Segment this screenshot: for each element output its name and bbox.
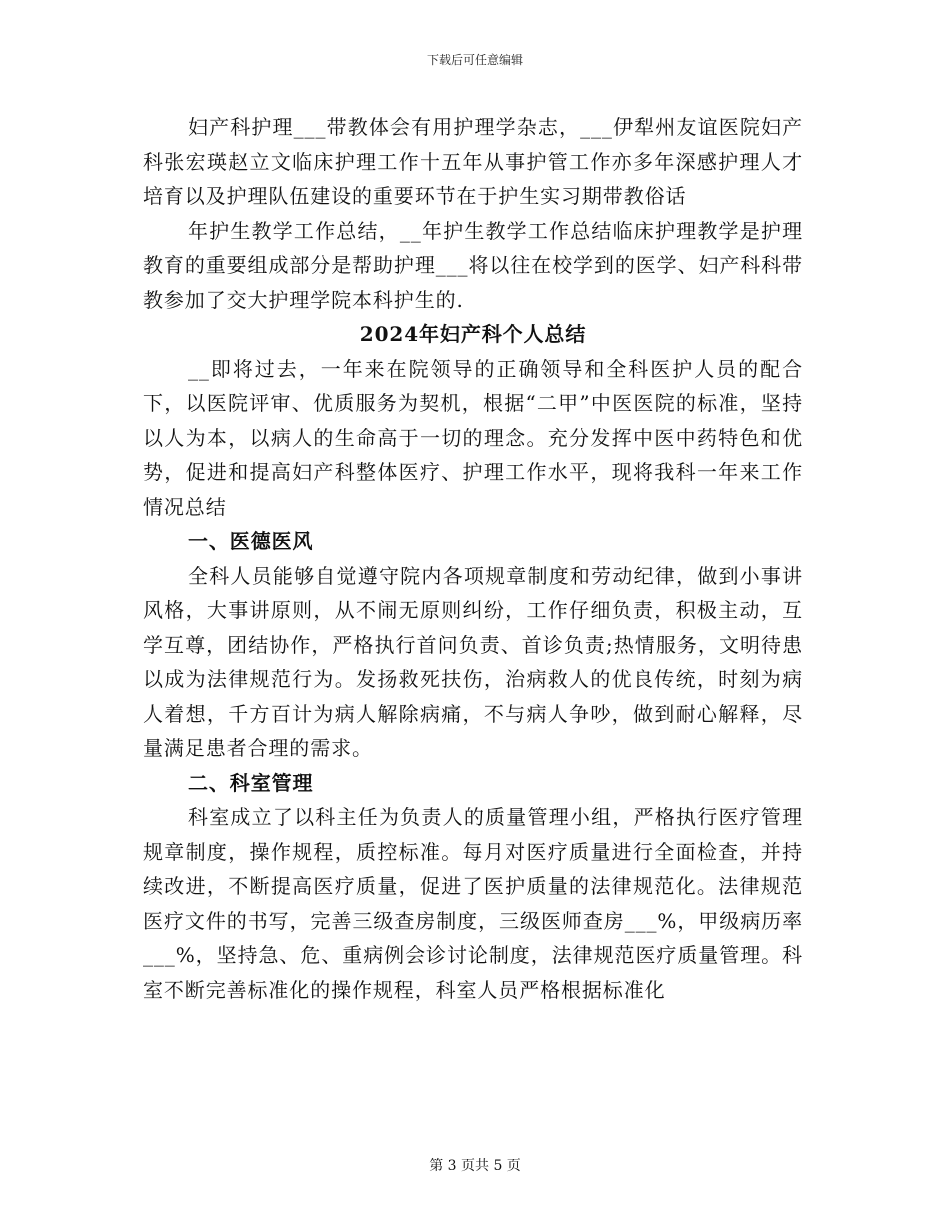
opening-paragraph: __即将过去，一年来在院领导的正确领导和全科医护人员的配合下，以医院评审、优质服务为契机，根据“二甲”中医医院的标准，坚持以人为本，以病人的生命高于一切的理念。充分发挥中医中药特色和优势，促进和提高妇产科整体医疗、护理工作水平，现将我科一年来工作情况总结 [143, 356, 803, 519]
page-footer: 第 3 页共 5 页 [429, 1158, 521, 1174]
section-body-ethics: 全科人员能够自觉遵守院内各项规章制度和劳动纪律，做到小事讲风格，大事讲原则，从不闹无原则纠纷，工作仔细负责，积极主动，互学互尊，团结协作，严格执行首问负责、首诊负责;热情服务，文明待患以成为法律规范行为。发扬救死扶伤，治病救人的优良传统，时刻为病人着想，千方百计为病人解除病痛，不与病人争吵，做到耐心解释，尽量满足患者合理的需求。 [143, 563, 803, 760]
section-body-management: 科室成立了以科主任为负责人的质量管理小组，严格执行医疗管理规章制度，操作规程，质控标准。每月对医疗质量进行全面检查，并持续改进，不断提高医疗质量，促进了医护质量的法律规范化。法律规范医疗文件的书写，完善三级查房制度，三级医师查房___%，甲级病历率___%，坚持急、危、重病例会诊讨论制度，法律规范医疗质量管理。科室不断完善标准化的操作规程，科室人员严格根据标准化 [143, 805, 803, 1002]
intro-paragraph-1: 妇产科护理___带教体会有用护理学杂志，___伊犁州友谊医院妇产科张宏瑛赵立文临床护理工作十五年从事护管工作亦多年深感护理人才培育以及护理队伍建设的重要环节在于护生实习期带教俗话 [143, 115, 803, 208]
intro-paragraph-2: 年护生教学工作总结，__年护生教学工作总结临床护理教学是护理教育的重要组成部分是帮助护理___将以往在校学到的医学、妇产科科带教参加了交大护理学院本科护生的. [143, 218, 803, 312]
document-body [143, 110, 803, 1007]
section-heading-ethics: 一、医德医风 [188, 529, 314, 553]
document-title: 2024年妇产科个人总结 [359, 322, 587, 346]
page-header: 下载后可任意编辑 [426, 53, 523, 67]
section-heading-management: 二、科室管理 [188, 770, 314, 795]
